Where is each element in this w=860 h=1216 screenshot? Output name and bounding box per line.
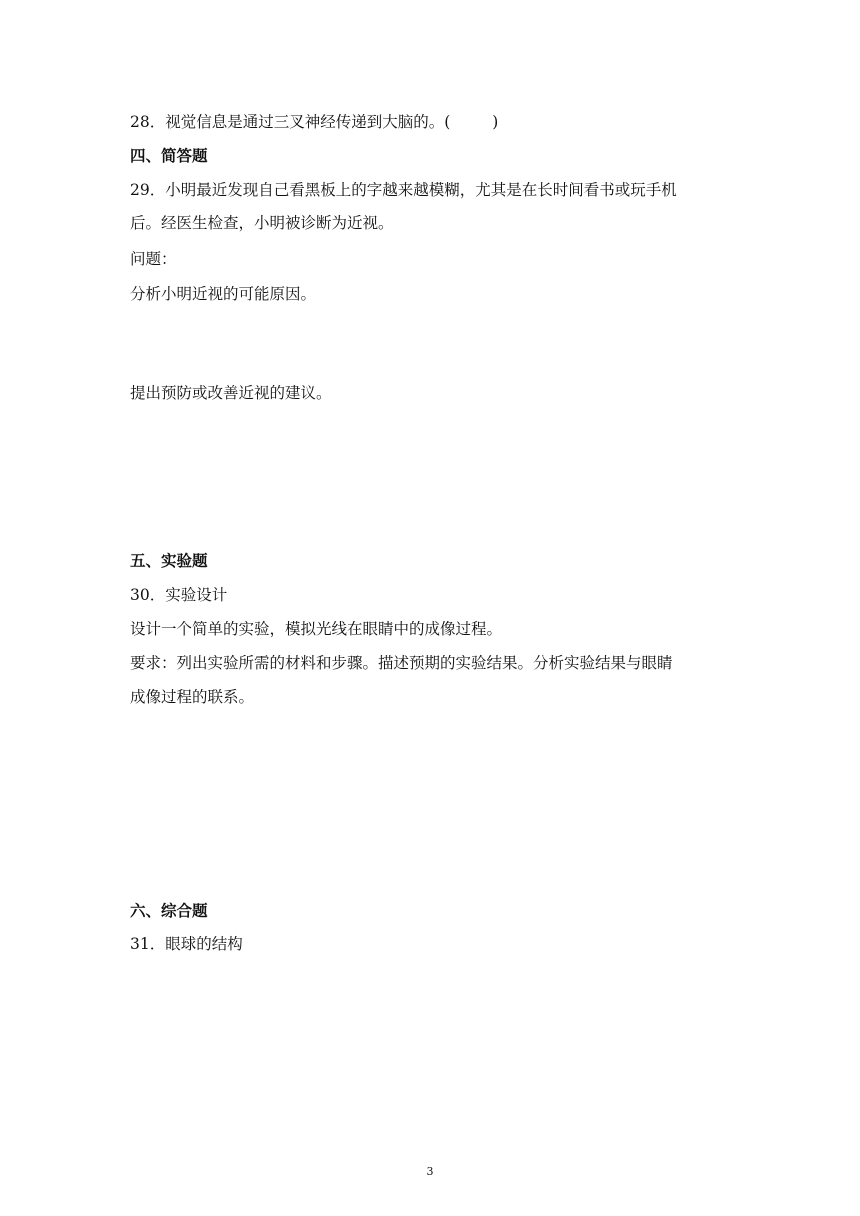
- question-29-line-2: 后。经医生检查，小明被诊断为近视。: [130, 214, 394, 232]
- question-28-text: 28．视觉信息是通过三叉神经传递到大脑的。(: [130, 113, 451, 131]
- question-30-title: 30．实验设计: [130, 586, 228, 604]
- question-31-title: 31．眼球的结构: [130, 935, 243, 953]
- section-heading-comprehensive: 六、综合题: [130, 902, 208, 920]
- section-heading-experiment: 五、实验题: [130, 552, 208, 570]
- question-30-line-2: 要求：列出实验所需的材料和步骤。描述预期的实验结果。分析实验结果与眼睛: [130, 654, 673, 672]
- question-29-line-1: 29．小明最近发现自己看黑板上的字越来越模糊，尤其是在长时间看书或玩手机: [130, 181, 677, 199]
- question-29-sub-question-1: 分析小明近视的可能原因。: [130, 285, 317, 303]
- question-30-line-1: 设计一个简单的实验，模拟光线在眼睛中的成像过程。: [130, 620, 503, 638]
- question-29-prompt-label: 问题：: [130, 250, 177, 268]
- section-heading-short-answer: 四、简答题: [130, 147, 208, 165]
- question-30-line-3: 成像过程的联系。: [130, 688, 255, 706]
- question-29-sub-question-2: 提出预防或改善近视的建议。: [130, 384, 332, 402]
- page-number: 3: [426, 1165, 434, 1178]
- question-28: [130, 112, 498, 132]
- question-28-close-paren: ): [492, 113, 499, 131]
